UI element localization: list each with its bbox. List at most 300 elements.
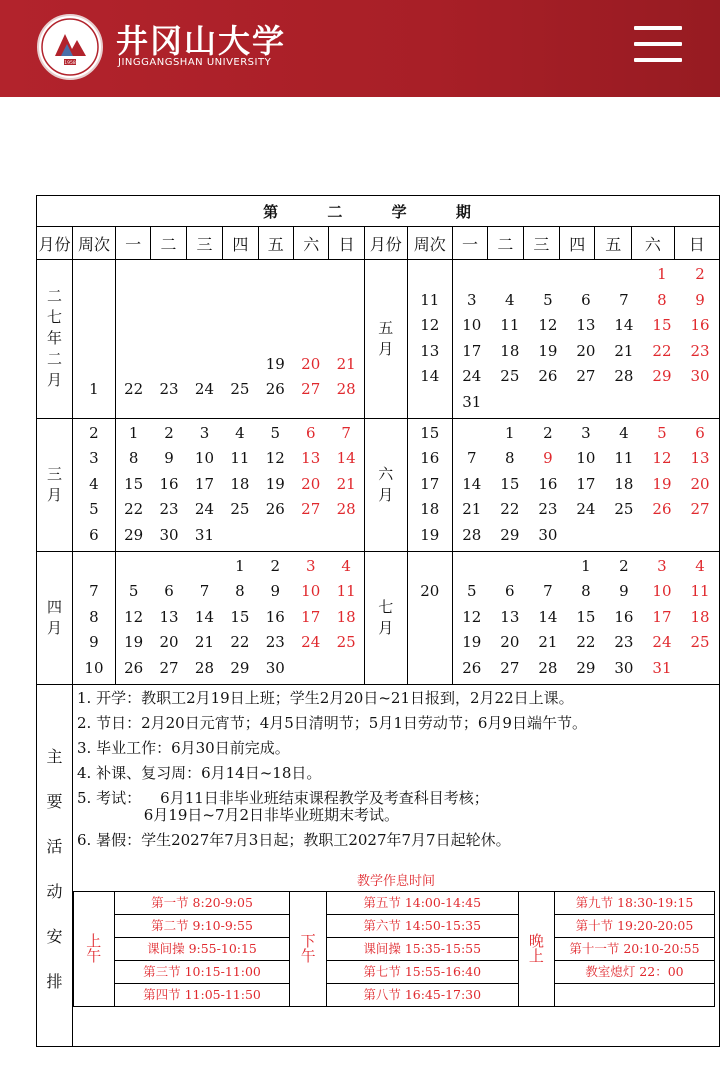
day-cell: 12 (124, 607, 144, 626)
day-cell: 22 (230, 633, 250, 652)
schedule-slot (554, 983, 714, 1006)
day-cell: 29 (652, 367, 672, 386)
day-cell: 5 (657, 423, 667, 442)
day-cell: 12 (538, 316, 558, 335)
day-cell: 24 (194, 380, 214, 399)
day-cell: 27 (500, 658, 520, 677)
month-label: 四 月 (37, 551, 73, 684)
day-cell (116, 326, 151, 352)
month-label: 七 月 (364, 551, 407, 684)
day-cell: 27 (690, 500, 710, 519)
day-cell: 12 (265, 449, 285, 468)
activity-item: 5. 考试： 6月11日非毕业班结束课程教学及考查科目考核； (77, 788, 489, 807)
day-cell: 1 (128, 423, 139, 442)
day-cell (529, 554, 567, 580)
day-cell: 1 (505, 423, 515, 442)
day-cell (567, 262, 605, 288)
day-cell (116, 275, 151, 301)
day-cell (116, 300, 151, 326)
day-cell: 23 (265, 633, 285, 652)
week-row (116, 446, 364, 472)
day-cell: 27 (159, 658, 179, 677)
day-cell: 4 (619, 423, 629, 442)
week-number: 20 (420, 582, 440, 601)
day-cell: 15 (230, 607, 250, 626)
day-cell (328, 300, 363, 326)
week-row (453, 446, 719, 472)
day-cell (681, 390, 719, 416)
day-cell: 25 (336, 633, 356, 652)
day-cell: 1 (235, 556, 245, 575)
day-cell (187, 554, 222, 580)
schedule-title: 教学作息时间 (356, 873, 435, 889)
day-cell (491, 554, 529, 580)
activities-label: 主 要 活 动 安 排 (37, 684, 73, 1046)
day-cell: 11 (690, 582, 710, 601)
day-cell: 30 (265, 658, 285, 677)
header-weekday: 四 (560, 227, 595, 260)
day-cell: 15 (576, 607, 596, 626)
day-cell: 31 (462, 392, 482, 411)
week-row (116, 326, 364, 352)
day-cell: 26 (265, 500, 285, 519)
week-number (73, 275, 115, 301)
day-cell: 24 (301, 633, 321, 652)
schedule-slot: 第十一节 20:10-20:55 (554, 937, 714, 960)
day-cell: 22 (124, 380, 144, 399)
day-cell (222, 275, 257, 301)
day-grid (115, 418, 364, 551)
day-cell: 20 (576, 341, 596, 360)
week-number (408, 390, 452, 416)
day-cell: 23 (614, 633, 634, 652)
day-cell: 22 (652, 341, 672, 360)
week-number: 1 (89, 380, 99, 399)
header-weekday: 六 (631, 227, 674, 260)
day-cell: 8 (235, 582, 245, 601)
day-cell: 7 (467, 449, 477, 468)
month-label: 三 月 (37, 418, 73, 551)
day-cell (567, 523, 605, 549)
day-cell (222, 326, 257, 352)
week-number (408, 262, 452, 288)
activity-item: 6月19日~7月2日非毕业班期末考试。 (77, 805, 400, 824)
day-cell: 6 (164, 582, 174, 601)
week-row (453, 472, 719, 498)
day-cell (187, 352, 222, 378)
day-cell (116, 352, 151, 378)
day-cell: 18 (336, 607, 356, 626)
header-weekday: 五 (258, 227, 293, 260)
day-cell: 26 (124, 658, 144, 677)
day-cell: 28 (614, 367, 634, 386)
schedule-slot: 第四节 11:05-11:50 (114, 983, 290, 1006)
week-numbers (407, 260, 452, 419)
day-cell: 12 (462, 607, 482, 626)
activity-item: 4. 补课、复习周：6月14日~18日。 (77, 763, 322, 782)
week-row (116, 656, 364, 682)
day-cell: 10 (194, 449, 214, 468)
day-cell: 8 (657, 290, 667, 309)
day-cell: 29 (576, 658, 596, 677)
day-cell: 8 (128, 449, 139, 468)
day-cell (453, 262, 491, 288)
day-cell: 20 (159, 633, 179, 652)
day-cell (328, 523, 363, 549)
day-cell: 7 (543, 582, 553, 601)
header-week: 周次 (407, 227, 452, 260)
day-cell (681, 656, 719, 682)
day-grid (452, 260, 719, 419)
day-cell (605, 262, 643, 288)
day-cell: 4 (505, 290, 515, 309)
day-cell: 2 (543, 423, 553, 442)
day-cell: 9 (619, 582, 629, 601)
week-row (453, 421, 719, 447)
day-cell: 7 (619, 290, 629, 309)
day-cell: 28 (336, 380, 356, 399)
day-cell: 13 (576, 316, 596, 335)
day-grid (115, 551, 364, 684)
menu-hamburger-icon[interactable] (628, 20, 688, 70)
schedule-slot: 第九节 18:30-19:15 (554, 891, 714, 914)
day-cell: 13 (690, 449, 710, 468)
day-cell (328, 275, 363, 301)
day-cell: 10 (576, 449, 596, 468)
day-grid (452, 551, 719, 684)
schedule-slot: 第六节 14:50-15:35 (326, 914, 518, 937)
day-cell: 7 (341, 423, 351, 442)
day-cell: 9 (695, 290, 705, 309)
day-cell: 20 (690, 474, 710, 493)
day-cell: 14 (336, 449, 356, 468)
day-cell (453, 554, 491, 580)
week-number: 2 (89, 423, 99, 442)
day-cell: 9 (164, 449, 174, 468)
site-header (0, 0, 720, 97)
day-cell: 19 (124, 633, 144, 652)
day-grid (452, 418, 719, 551)
day-cell (491, 390, 529, 416)
week-number: 15 (420, 423, 440, 442)
day-cell: 10 (652, 582, 672, 601)
day-cell: 16 (159, 474, 179, 493)
day-cell: 5 (543, 290, 553, 309)
logo-emblem-icon (39, 16, 101, 78)
week-row (453, 523, 719, 549)
day-cell: 3 (467, 290, 477, 309)
day-cell: 2 (164, 423, 174, 442)
school-name[interactable]: 井冈山大学 (116, 22, 287, 60)
schedule-slot: 第八节 16:45-17:30 (326, 983, 518, 1006)
day-cell (258, 275, 293, 301)
day-cell: 2 (619, 556, 629, 575)
week-numbers (407, 551, 452, 684)
day-cell: 15 (500, 474, 520, 493)
week-row (116, 377, 364, 403)
header-weekday: 四 (223, 227, 258, 260)
day-cell: 25 (500, 367, 520, 386)
day-cell (187, 300, 222, 326)
svg-text:1958: 1958 (64, 61, 76, 66)
day-cell (258, 300, 293, 326)
day-cell: 23 (159, 380, 179, 399)
header-weekday: 五 (595, 227, 631, 260)
schedule-slot: 课间操 9:55-10:15 (114, 937, 290, 960)
day-cell: 12 (652, 449, 672, 468)
week-number (73, 326, 115, 352)
day-cell (643, 390, 681, 416)
day-cell: 5 (270, 423, 281, 442)
day-cell (681, 523, 719, 549)
week-number: 12 (420, 316, 440, 335)
day-cell (151, 300, 186, 326)
header-weekday: 三 (523, 227, 559, 260)
month-label: 五 月 (364, 260, 407, 419)
day-cell: 17 (576, 474, 596, 493)
week-number: 8 (89, 607, 99, 626)
day-cell: 13 (159, 607, 179, 626)
day-cell: 18 (690, 607, 710, 626)
day-cell: 17 (301, 607, 321, 626)
week-number: 5 (89, 500, 99, 519)
day-cell: 20 (301, 474, 321, 493)
day-cell: 19 (265, 354, 285, 373)
day-cell: 19 (538, 341, 558, 360)
day-cell (491, 262, 529, 288)
schedule-label-evening: 晚 上 (518, 891, 554, 1006)
day-cell: 16 (265, 607, 285, 626)
activity-item: 3. 毕业工作：6月30日前完成。 (77, 738, 290, 757)
day-cell: 15 (652, 316, 672, 335)
day-cell: 28 (462, 525, 482, 544)
schedule-slot: 第一节 8:20-9:05 (114, 891, 290, 914)
school-name-en: JINGGANGSHAN UNIVERSITY (118, 57, 272, 68)
week-row (453, 656, 719, 682)
day-cell: 22 (500, 500, 520, 519)
day-cell: 14 (538, 607, 558, 626)
week-row (453, 364, 719, 390)
week-row (453, 262, 719, 288)
schedule-slot: 教室熄灯 22：00 (554, 960, 714, 983)
day-cell: 31 (652, 658, 672, 677)
day-cell: 24 (652, 633, 672, 652)
day-cell (605, 523, 643, 549)
week-numbers (73, 551, 116, 684)
day-cell: 4 (235, 423, 245, 442)
week-number (73, 554, 115, 580)
day-cell: 27 (301, 500, 321, 519)
day-cell: 16 (614, 607, 634, 626)
week-number: 11 (420, 290, 440, 309)
header-weekday: 日 (329, 227, 364, 260)
week-number: 14 (420, 367, 440, 386)
day-cell: 20 (500, 633, 520, 652)
day-cell: 8 (505, 449, 515, 468)
day-cell: 30 (538, 525, 558, 544)
day-cell: 11 (336, 582, 356, 601)
university-logo[interactable] (37, 14, 103, 80)
day-cell: 13 (301, 449, 321, 468)
day-cell: 21 (194, 633, 214, 652)
header-month: 月份 (364, 227, 407, 260)
semester-title: 第 二 学 期 (37, 196, 720, 227)
day-cell: 25 (230, 500, 250, 519)
day-cell: 17 (652, 607, 672, 626)
day-cell: 31 (194, 525, 214, 544)
day-cell: 2 (695, 265, 705, 283)
day-cell (605, 390, 643, 416)
day-cell: 29 (124, 525, 144, 544)
day-cell: 30 (614, 658, 634, 677)
header-weekday: 六 (294, 227, 329, 260)
week-number (408, 554, 452, 580)
week-number (408, 656, 452, 682)
header-week: 周次 (73, 227, 116, 260)
day-cell (222, 352, 257, 378)
day-cell: 18 (614, 474, 634, 493)
day-cell: 28 (538, 658, 558, 677)
activity-item: 6. 暑假：学生2027年7月3日起；教职工2027年7月7日起轮休。 (77, 830, 511, 849)
week-number: 17 (420, 474, 440, 493)
day-cell (151, 352, 186, 378)
day-cell (187, 275, 222, 301)
day-cell (293, 300, 328, 326)
week-row (116, 605, 364, 631)
day-cell: 20 (301, 354, 321, 373)
day-cell (529, 262, 567, 288)
day-cell: 6 (581, 290, 591, 309)
day-cell: 30 (690, 367, 710, 386)
day-cell: 1 (581, 556, 591, 575)
day-cell (222, 300, 257, 326)
day-cell: 23 (538, 500, 558, 519)
week-numbers (73, 418, 116, 551)
day-cell: 8 (581, 582, 591, 601)
week-row (453, 605, 719, 631)
day-cell: 29 (230, 658, 250, 677)
day-cell: 10 (301, 582, 321, 601)
day-cell (567, 390, 605, 416)
week-numbers (407, 418, 452, 551)
day-grid (115, 260, 364, 419)
schedule-slot: 第七节 15:55-16:40 (326, 960, 518, 983)
day-cell: 3 (581, 423, 591, 442)
week-row (453, 554, 719, 580)
week-number: 10 (84, 658, 104, 677)
day-cell (151, 275, 186, 301)
day-cell: 18 (500, 341, 520, 360)
academic-calendar (36, 195, 720, 1047)
week-row (116, 579, 364, 605)
day-cell (151, 554, 186, 580)
week-row (116, 421, 364, 447)
week-row (453, 579, 719, 605)
day-cell: 17 (462, 341, 482, 360)
day-cell (187, 326, 222, 352)
day-cell: 23 (159, 500, 179, 519)
week-number: 4 (89, 474, 99, 493)
header-weekday: 二 (488, 227, 523, 260)
day-cell: 19 (652, 474, 672, 493)
month-label: 二 七 年 二 月 (37, 260, 73, 419)
week-number: 16 (420, 449, 440, 468)
week-number (73, 352, 115, 378)
day-cell: 16 (538, 474, 558, 493)
header-weekday: 一 (452, 227, 487, 260)
week-number: 7 (89, 582, 99, 601)
day-cell: 1 (657, 265, 667, 283)
day-cell (222, 523, 257, 549)
day-cell (116, 554, 151, 580)
day-cell (328, 656, 363, 682)
activity-item: 1. 开学：教职工2月19日上班；学生2月20日~21日报到，2月22日上课。 (77, 688, 574, 707)
schedule-slot: 第五节 14:00-14:45 (326, 891, 518, 914)
day-cell: 14 (462, 474, 482, 493)
week-number: 3 (89, 449, 99, 468)
day-cell: 22 (576, 633, 596, 652)
day-cell: 28 (336, 500, 356, 519)
week-row (453, 390, 719, 416)
day-cell: 14 (194, 607, 214, 626)
day-cell: 25 (690, 633, 710, 652)
week-row (116, 630, 364, 656)
day-cell (453, 421, 491, 447)
day-cell: 6 (305, 423, 316, 442)
day-cell: 21 (538, 633, 558, 652)
day-cell: 25 (614, 500, 634, 519)
day-cell: 28 (194, 658, 214, 677)
day-cell: 11 (500, 316, 520, 335)
day-cell: 9 (270, 582, 281, 601)
day-cell: 24 (576, 500, 596, 519)
day-cell: 21 (614, 341, 634, 360)
day-cell: 5 (128, 582, 139, 601)
day-cell (293, 326, 328, 352)
week-row (453, 339, 719, 365)
day-cell (643, 523, 681, 549)
week-row (453, 313, 719, 339)
day-cell: 7 (199, 582, 210, 601)
day-cell: 3 (305, 556, 316, 575)
week-number (408, 605, 452, 631)
day-cell: 5 (467, 582, 477, 601)
day-cell: 4 (341, 556, 351, 575)
day-cell: 25 (230, 380, 250, 399)
week-row (116, 300, 364, 326)
week-number: 19 (420, 525, 440, 544)
week-number: 18 (420, 500, 440, 519)
schedule-slot: 第二节 9:10-9:55 (114, 914, 290, 937)
week-number: 9 (89, 633, 99, 652)
day-cell (293, 523, 328, 549)
header-month: 月份 (37, 227, 73, 260)
week-row (453, 288, 719, 314)
day-cell (293, 275, 328, 301)
week-number (408, 630, 452, 656)
day-cell: 15 (124, 474, 144, 493)
schedule-slot: 第三节 10:15-11:00 (114, 960, 290, 983)
header-weekday: 日 (674, 227, 719, 260)
day-cell: 19 (265, 474, 285, 493)
week-number: 13 (420, 341, 440, 360)
day-cell: 6 (695, 423, 705, 442)
day-cell: 21 (462, 500, 482, 519)
month-label: 六 月 (364, 418, 407, 551)
day-cell: 30 (159, 525, 179, 544)
day-cell (328, 326, 363, 352)
week-row (453, 497, 719, 523)
